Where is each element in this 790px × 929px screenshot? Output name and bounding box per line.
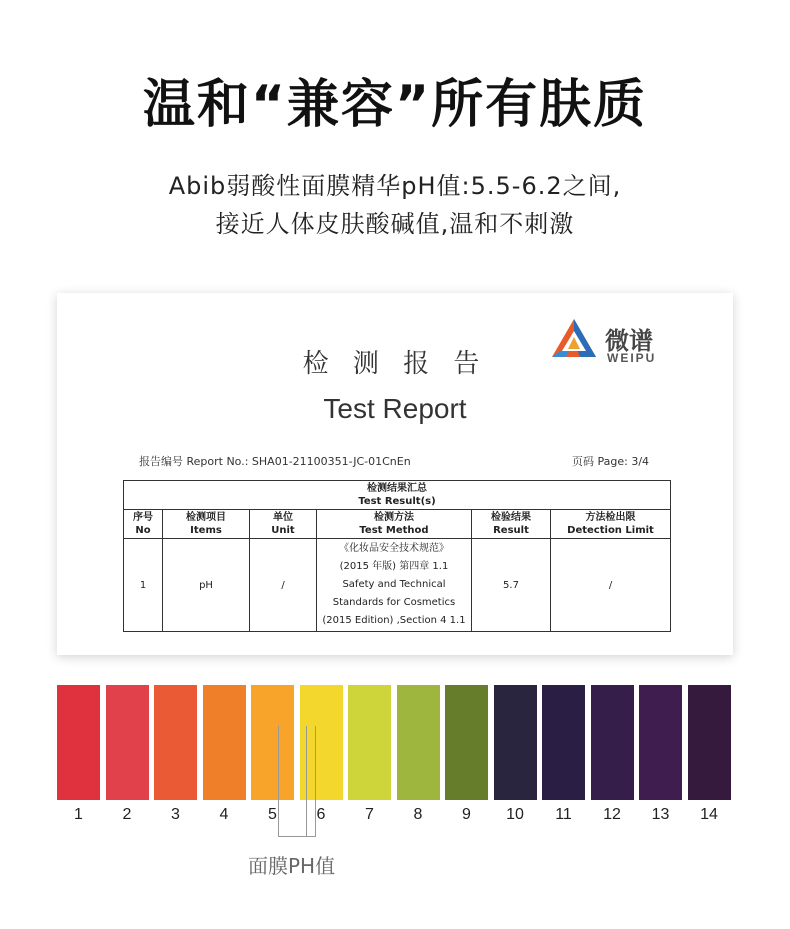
ph-strip-8	[397, 685, 440, 800]
ph-pointer-line-6	[306, 726, 316, 837]
cell-unit: /	[250, 539, 317, 632]
ph-strip-12	[591, 685, 634, 800]
ph-strip-2	[106, 685, 149, 800]
ph-strip-5	[251, 685, 294, 800]
logo-english-text: WEIPU	[607, 351, 657, 365]
ph-number-8: 8	[413, 806, 423, 823]
ph-strip-3	[154, 685, 197, 800]
page-number: 页码 Page: 3/4	[572, 455, 650, 468]
ph-strip-4	[203, 685, 246, 800]
ph-pointer-line-5	[278, 726, 279, 836]
report-title-english: Test Report	[323, 393, 467, 424]
ph-strip-13	[639, 685, 682, 800]
test-report-card	[57, 293, 733, 655]
ph-number-9: 9	[462, 806, 471, 823]
mask-ph-label: 面膜PH值	[248, 854, 336, 878]
ph-number-1: 1	[74, 806, 83, 823]
cell-item: pH	[163, 539, 250, 632]
table-header-row	[124, 510, 671, 539]
ph-number-2: 2	[122, 806, 132, 823]
header-unit: 单位 Unit	[250, 510, 317, 539]
header-no: 序号 No	[124, 510, 163, 539]
ph-color-strips	[57, 685, 733, 800]
ph-number-10: 10	[506, 806, 524, 823]
ph-number-13: 13	[651, 806, 670, 823]
ph-number-11: 11	[555, 806, 572, 823]
ph-pointer-connector	[278, 836, 306, 837]
table-row	[124, 539, 671, 632]
main-title: 温和“兼容”所有肤质	[142, 75, 648, 135]
ph-number-12: 12	[603, 806, 621, 823]
results-table	[123, 480, 671, 632]
header-method: 检测方法 Test Method	[317, 510, 472, 539]
report-number: 报告编号 Report No.: SHA01-21100351-JC-01CnEn	[139, 455, 411, 468]
caption-chinese: 检测结果汇总	[367, 483, 427, 494]
caption-english: Test Result(s)	[358, 496, 436, 507]
ph-strip-10	[494, 685, 537, 800]
subtitle-line-1: Abib弱酸性面膜精华pH值:5.5-6.2之间,	[168, 172, 622, 200]
ph-strip-14	[688, 685, 731, 800]
logo-chinese-text: 微谱	[605, 327, 653, 355]
header-detection-limit: 方法检出限 Detection Limit	[551, 510, 671, 539]
cell-detection-limit: /	[551, 539, 671, 632]
ph-number-7: 7	[365, 806, 374, 823]
ph-number-14: 14	[700, 806, 718, 823]
ph-strip-1	[57, 685, 100, 800]
ph-strip-7	[348, 685, 391, 800]
ph-number-5: 5	[268, 806, 277, 823]
cell-method: 《化妆品安全技术规范》 (2015 年版) 第四章 1.1 Safety and Technical Standards for Cosmetics (2015 Edition) ,Section 4 1.1	[317, 539, 472, 632]
ph-strip-11	[542, 685, 585, 800]
header-result: 检验结果 Result	[472, 510, 551, 539]
cell-result: 5.7	[472, 539, 551, 632]
ph-number-6: 6	[316, 806, 326, 823]
report-title-chinese: 检 测 报 告	[302, 349, 488, 379]
ph-strip-9	[445, 685, 488, 800]
header-items: 检测项目 Items	[163, 510, 250, 539]
ph-number-4: 4	[219, 806, 229, 823]
ph-number-3: 3	[171, 806, 180, 823]
subtitle-line-2: 接近人体皮肤酸碱值,温和不刺激	[215, 210, 575, 238]
table-caption-row	[124, 481, 671, 510]
cell-no: 1	[124, 539, 163, 632]
